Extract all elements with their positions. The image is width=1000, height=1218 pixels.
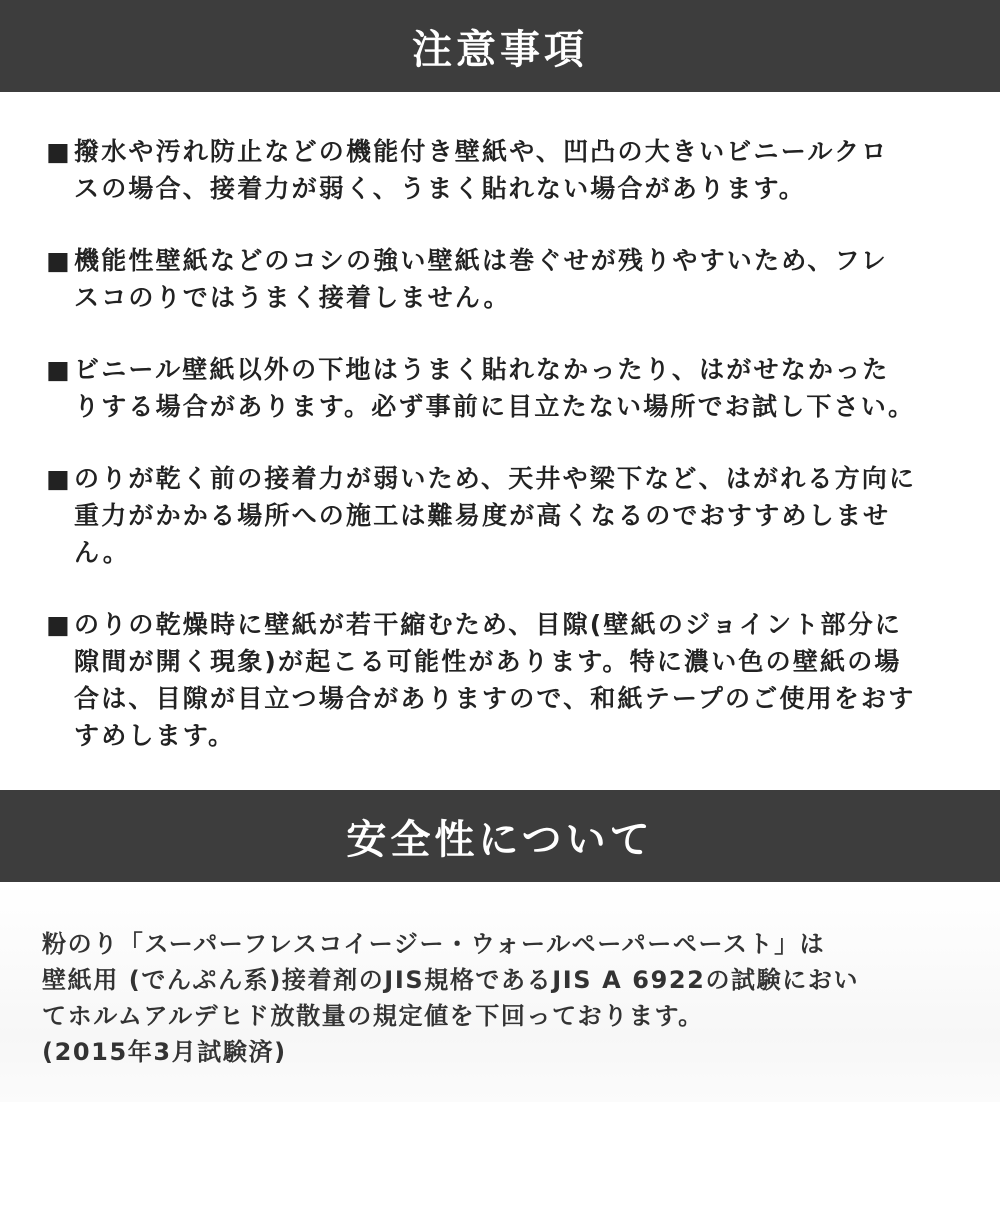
caution-item — [46, 351, 966, 425]
caution-line: 撥水や汚れ防止などの機能付き壁紙や、凹凸の大きいビニールクロ — [74, 137, 889, 166]
safety-line: 粉のり「スーパーフレスコイージー・ウォールペーパーペースト」は — [42, 930, 826, 958]
caution-line: 重力がかかる場所への施工は難易度が高くなるのでおすすめしませ — [74, 501, 891, 530]
safety-test-date: (2015年3月試験済) — [42, 1038, 287, 1066]
caution-line: のりの乾燥時に壁紙が若干縮むため、目隙(壁紙のジョイント部分に — [74, 610, 903, 639]
bullet-square-icon: ■ — [46, 355, 72, 384]
cautions-header — [0, 0, 1000, 92]
caution-line: 合は、目隙が目立つ場合がありますので、和紙テープのご使用をおす — [74, 684, 916, 713]
bullet-square-icon: ■ — [46, 610, 72, 639]
safety-title: 安全性について — [346, 816, 654, 863]
safety-line: 壁紙用 (でんぷん系)接着剤のJIS規格であるJIS A 6922の試験におい — [42, 966, 860, 994]
safety-line: てホルムアルデヒド放散量の規定値を下回っております。 — [42, 1002, 704, 1030]
caution-item — [46, 606, 966, 754]
caution-item — [46, 133, 966, 207]
caution-line: りする場合があります。必ず事前に目立たない場所でお試し下さい。 — [74, 392, 916, 421]
caution-item — [46, 242, 966, 316]
safety-header — [0, 790, 1000, 882]
caution-line: 機能性壁紙などのコシの強い壁紙は巻ぐせが残りやすいため、フレ — [74, 246, 889, 275]
bullet-square-icon: ■ — [46, 464, 72, 493]
safety-text — [42, 926, 962, 1070]
caution-line: のりが乾く前の接着力が弱いため、天井や梁下など、はがれる方向に — [74, 464, 917, 493]
caution-line: スの場合、接着力が弱く、うまく貼れない場合があります。 — [74, 174, 806, 203]
cautions-list — [46, 133, 966, 789]
bullet-square-icon: ■ — [46, 137, 72, 166]
caution-item — [46, 460, 966, 571]
caution-line: 隙間が開く現象)が起こる可能性があります。特に濃い色の壁紙の場 — [74, 647, 902, 676]
caution-line: ん。 — [74, 538, 130, 567]
caution-line: ビニール壁紙以外の下地はうまく貼れなかったり、はがせなかった — [74, 355, 890, 384]
bullet-square-icon: ■ — [46, 246, 72, 275]
cautions-title: 注意事項 — [412, 26, 588, 73]
caution-line: すめします。 — [74, 721, 236, 750]
caution-line: スコのりではうまく接着しません。 — [74, 283, 511, 312]
